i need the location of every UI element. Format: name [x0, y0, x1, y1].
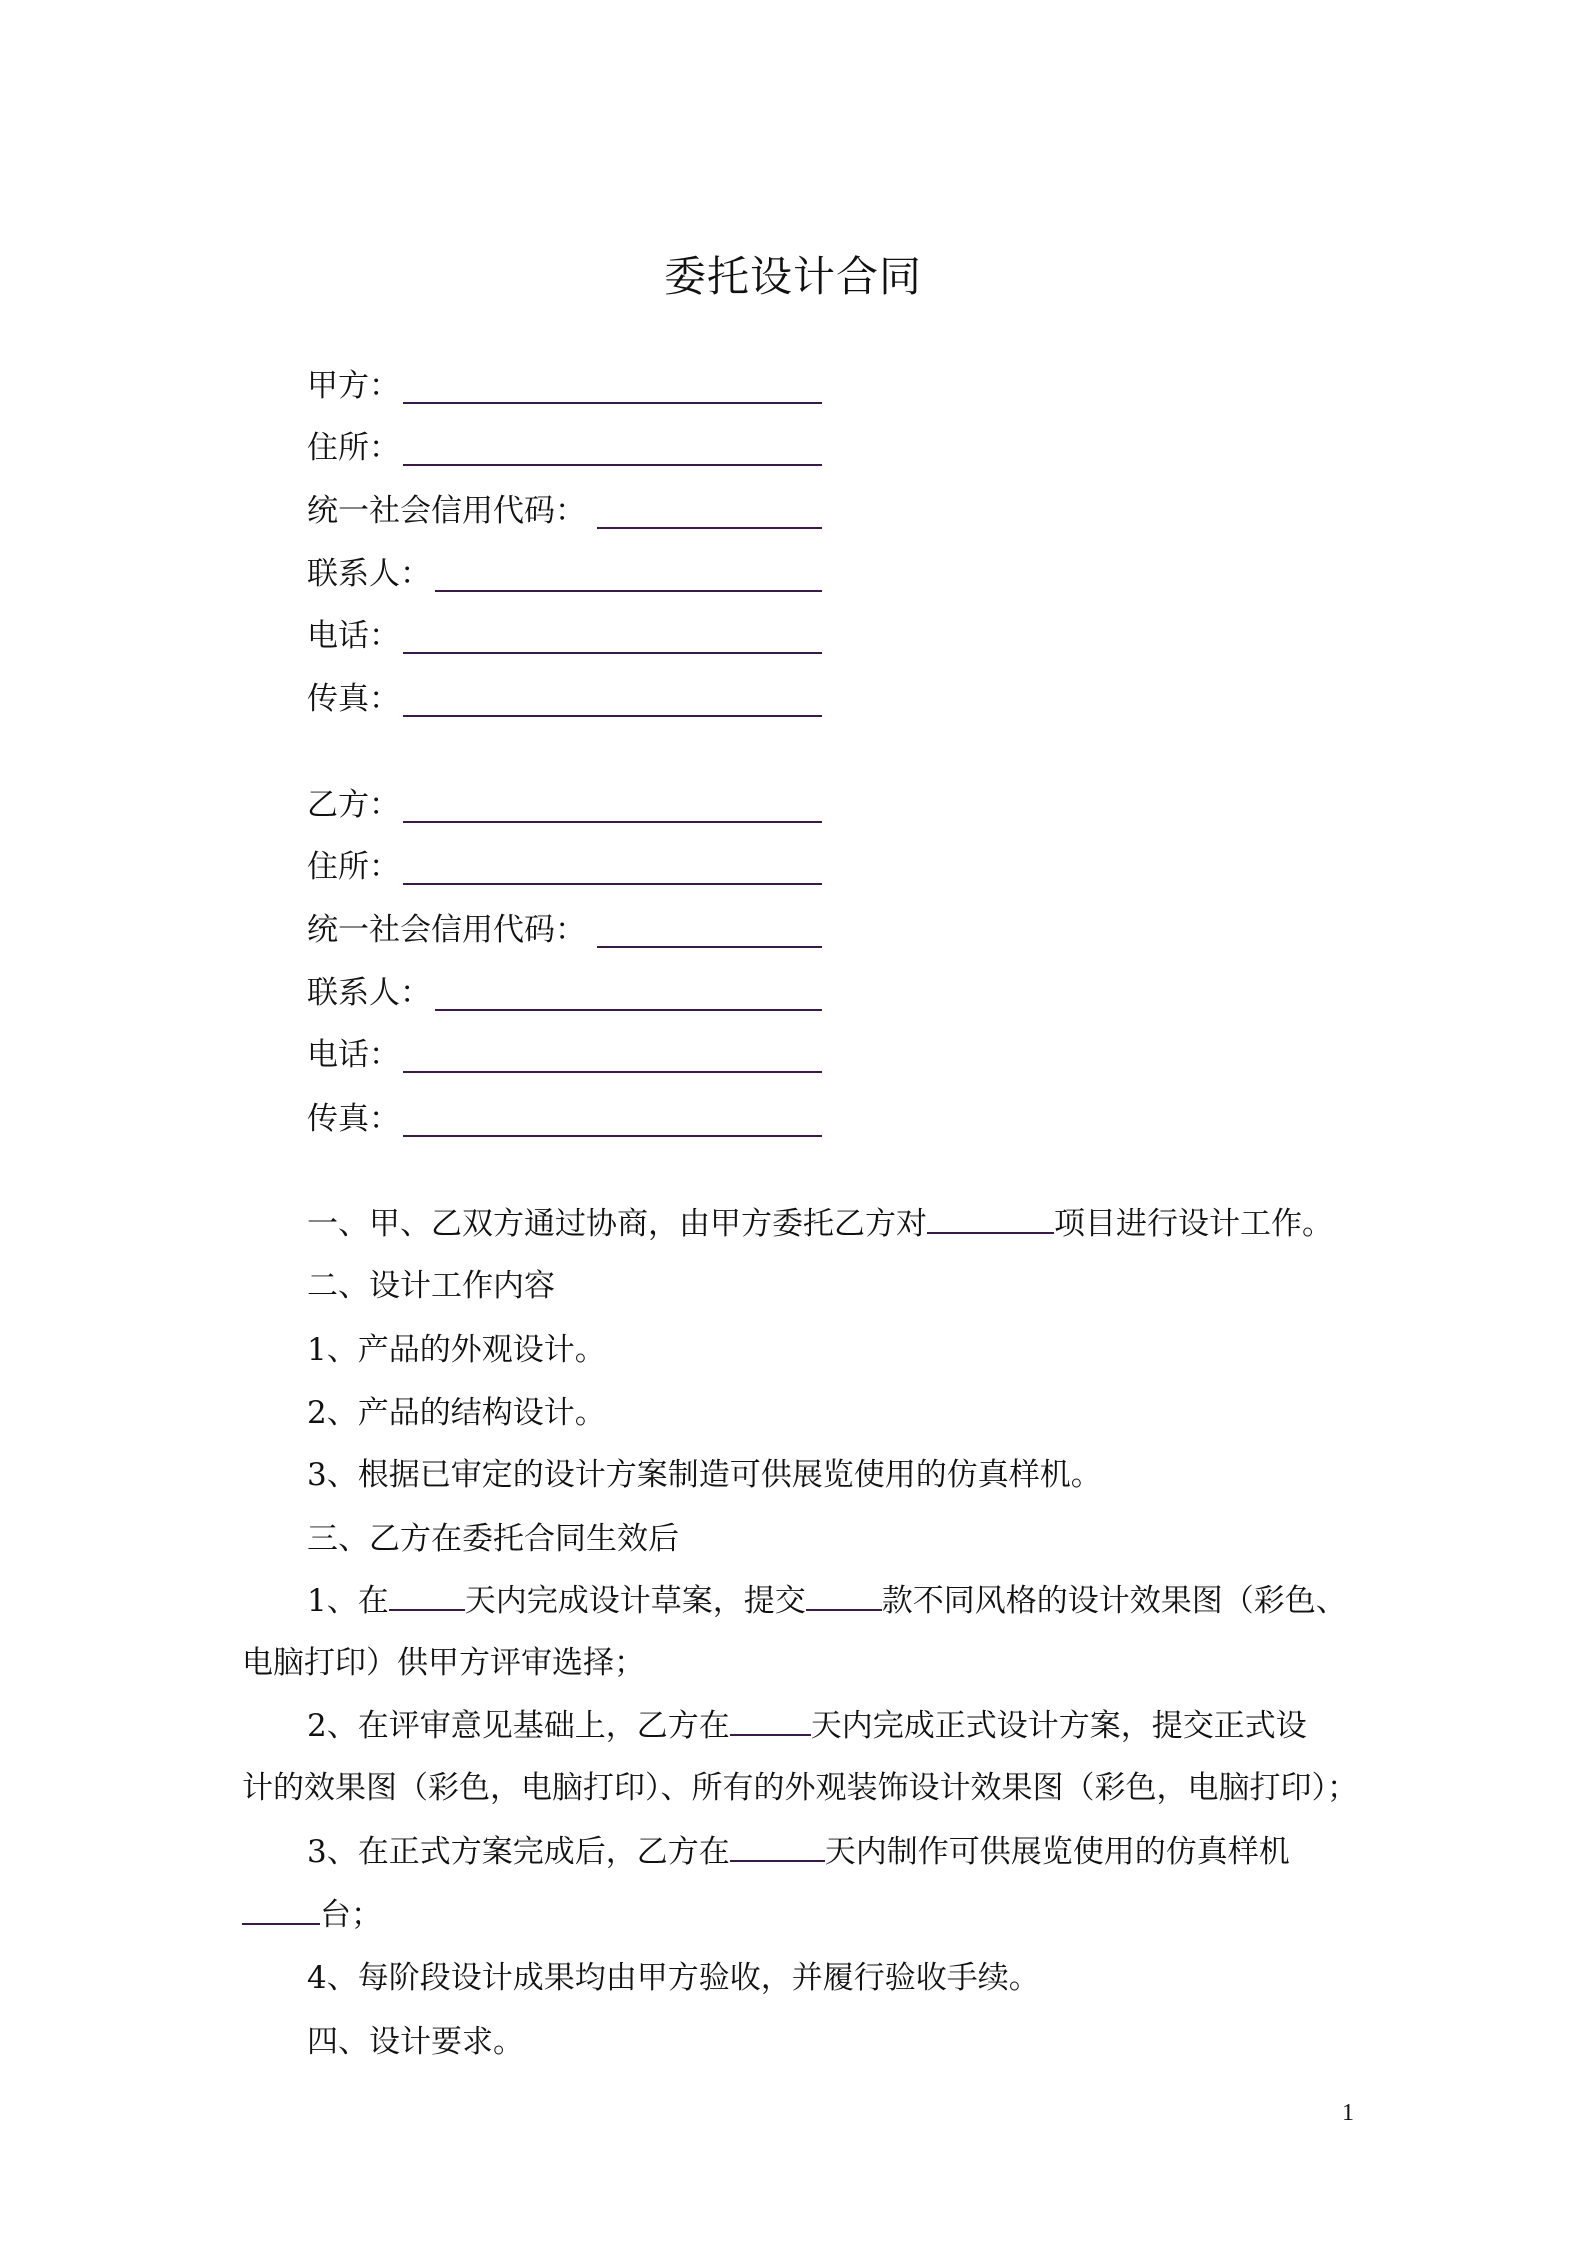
section-3-heading: 三、乙方在委托合同生效后 — [307, 1521, 679, 1557]
party-b-fax-field — [307, 1099, 822, 1139]
fill-in-line[interactable] — [435, 1009, 822, 1011]
fill-in-line[interactable] — [597, 527, 822, 529]
text: 天内完成正式设计方案，提交正式设 — [810, 1708, 1307, 1744]
count-blank[interactable] — [806, 1581, 882, 1611]
field-label: 传真： — [307, 681, 400, 717]
party-b-address-field — [307, 847, 822, 887]
fill-in-line[interactable] — [597, 946, 822, 948]
section-2-heading: 二、设计工作内容 — [307, 1268, 555, 1304]
party-b-name-field — [307, 785, 822, 825]
party-b-credit-code-field — [307, 910, 822, 950]
party-b-phone-field — [307, 1035, 822, 1075]
item-2-2: 2、产品的结构设计。 — [307, 1395, 606, 1431]
field-label: 乙方： — [307, 787, 400, 823]
party-a-fax-field — [307, 679, 822, 719]
project-name-blank[interactable] — [927, 1204, 1054, 1234]
party-a-phone-field — [307, 616, 822, 656]
item-3-4: 4、每阶段设计成果均由甲方验收，并履行验收手续。 — [307, 1960, 1040, 1996]
fill-in-line[interactable] — [403, 1135, 822, 1137]
text: 台； — [320, 1897, 382, 1933]
document-title: 委托设计合同 — [663, 252, 922, 301]
item-3-2-cont: 计的效果图（彩色，电脑打印）、所有的外观装饰设计效果图（彩色，电脑打印）； — [242, 1770, 1358, 1806]
field-label: 电话： — [307, 618, 400, 654]
text: 1、在 — [307, 1583, 389, 1619]
text: 一、甲、乙双方通过协商，由甲方委托乙方对 — [307, 1206, 927, 1242]
item-3-1 — [307, 1581, 1347, 1621]
fill-in-line[interactable] — [403, 1071, 822, 1073]
field-label: 住所： — [307, 430, 400, 466]
days-blank[interactable] — [389, 1581, 465, 1611]
field-label: 联系人： — [307, 975, 431, 1011]
fill-in-line[interactable] — [403, 883, 822, 885]
text: 项目进行设计工作。 — [1054, 1206, 1333, 1242]
party-a-address-field — [307, 428, 822, 468]
item-3-1-cont: 电脑打印）供甲方评审选择； — [242, 1645, 645, 1681]
clause-1 — [307, 1204, 1333, 1244]
days-blank[interactable] — [730, 1832, 825, 1862]
text: 天内制作可供展览使用的仿真样机 — [824, 1834, 1290, 1870]
page-number: 1 — [1342, 2100, 1354, 2126]
party-a-credit-code-field — [307, 491, 822, 531]
field-label: 电话： — [307, 1037, 400, 1073]
fill-in-line[interactable] — [435, 590, 822, 592]
text: 款不同风格的设计效果图（彩色、 — [881, 1583, 1347, 1619]
days-blank[interactable] — [730, 1706, 811, 1736]
party-a-contact-field — [307, 554, 822, 594]
fill-in-line[interactable] — [403, 715, 822, 717]
field-label: 联系人： — [307, 556, 431, 592]
text: 天内完成设计草案，提交 — [464, 1583, 806, 1619]
item-2-1: 1、产品的外观设计。 — [307, 1332, 606, 1368]
item-3-3-cont — [242, 1895, 382, 1935]
text: 3、在正式方案完成后，乙方在 — [307, 1834, 730, 1870]
field-label: 甲方： — [307, 368, 400, 404]
fill-in-line[interactable] — [403, 464, 822, 466]
fill-in-line[interactable] — [403, 402, 822, 404]
quantity-blank[interactable] — [242, 1895, 320, 1925]
fill-in-line[interactable] — [403, 821, 822, 823]
item-3-3 — [307, 1832, 1290, 1872]
section-4-heading: 四、设计要求。 — [307, 2024, 524, 2060]
field-label: 统一社会信用代码： — [307, 493, 586, 529]
item-3-2 — [307, 1706, 1307, 1746]
party-a-name-field — [307, 366, 822, 406]
field-label: 传真： — [307, 1101, 400, 1137]
party-b-contact-field — [307, 973, 822, 1013]
field-label: 统一社会信用代码： — [307, 912, 586, 948]
field-label: 住所： — [307, 849, 400, 885]
fill-in-line[interactable] — [403, 652, 822, 654]
text: 2、在评审意见基础上，乙方在 — [307, 1708, 730, 1744]
item-2-3: 3、根据已审定的设计方案制造可供展览使用的仿真样机。 — [307, 1457, 1102, 1493]
